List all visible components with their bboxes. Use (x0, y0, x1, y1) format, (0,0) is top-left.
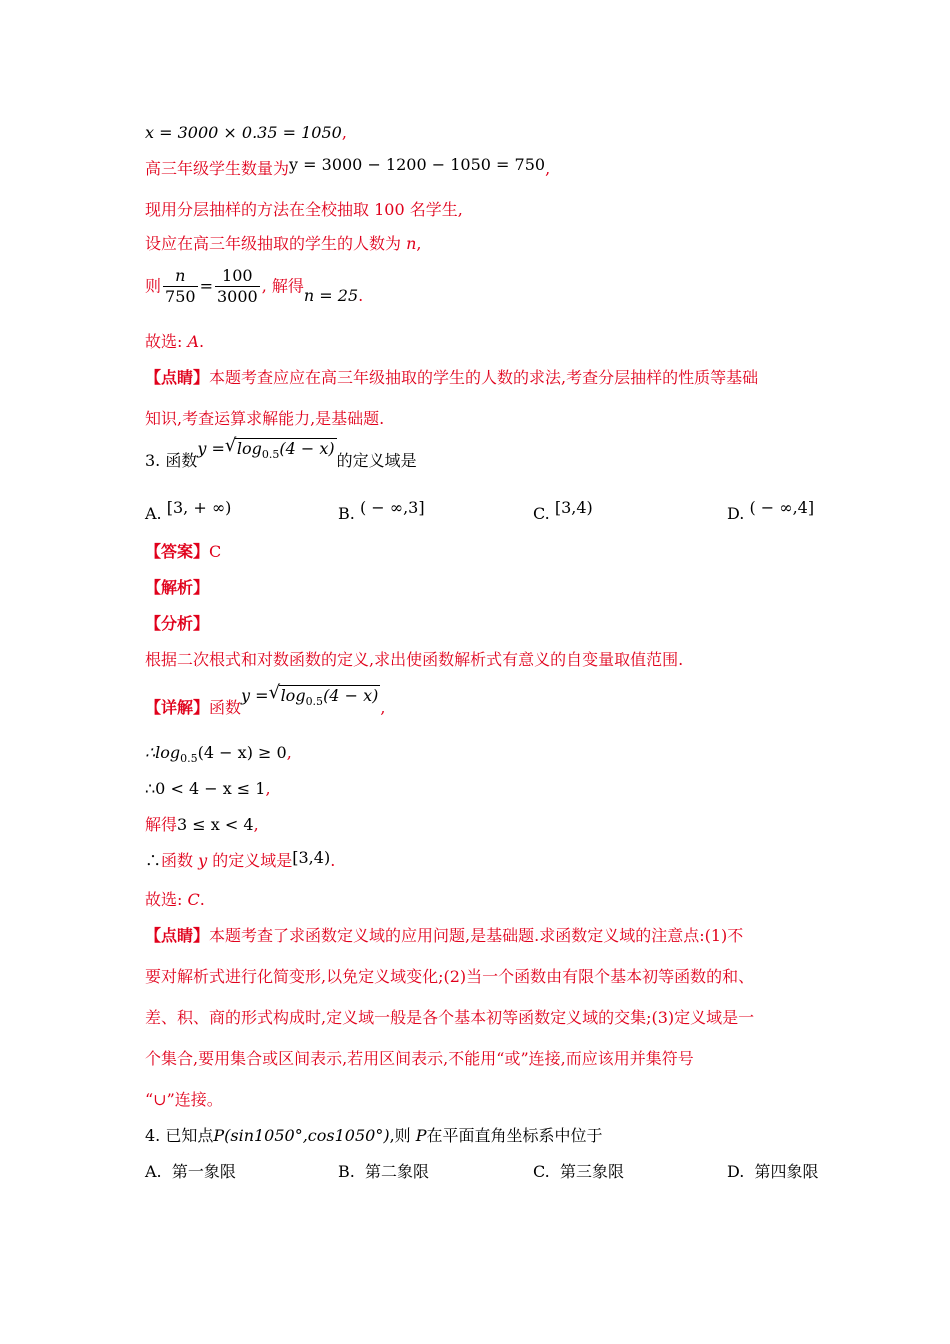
q3-fenxi-text: 根据二次根式和对数函数的定义,求出使函数解析式有意义的自变量取值范围. (145, 650, 684, 669)
q3-jiexi-heading: 【解析】 (145, 578, 210, 597)
solution-note-1: 【点睛】本题考查应应在高三年级抽取的学生的人数的求法,考查分层抽样的性质等基础 (145, 368, 759, 387)
solution-line-1: x = 3000 × 0.35 = 1050, (145, 123, 347, 142)
solution-line-4: 设应在高三年级抽取的学生的人数为 n, (145, 234, 422, 253)
q3-step-4: ∴函数 y 的定义域是[3,4). (145, 848, 336, 870)
solution-line-6: 故选: A. (145, 332, 205, 351)
sqrt-expression-detail: √ $\log_{0.5}(4 - x)$ (268, 682, 379, 709)
q3-note-1: 【点睛】本题考查了求函数定义域的应用问题,是基础题.求函数定义域的注意点:(1)不 (145, 926, 744, 945)
solution-note-2: 知识,考查运算求解能力,是基础题. (145, 409, 385, 428)
q3-detail: 【详解】函数y = √ $\log_{0.5}(4 - x)$, (145, 682, 386, 717)
q3-note-4: 个集合,要用集合或区间表示,若用区间表示,不能用“或”连接,而应该用并集符号 (145, 1049, 694, 1068)
q3-option-a[interactable]: A. [3, + ∞) (145, 498, 232, 523)
q4-option-d[interactable]: D. 第四象限 (727, 1162, 819, 1181)
question-4-stem: 4. 已知点P(sin1050°,cos1050°),则 P在平面直角坐标系中位于 (145, 1126, 603, 1145)
q3-choose: 故选: C. (145, 890, 205, 909)
math-x-equation: x = 3000 × 0.35 = 1050 (145, 123, 342, 142)
fraction-100-3000: $\frac{100}{3000}$ (216, 266, 258, 306)
fraction-n-750: $\frac{n}{750}$ (165, 266, 196, 306)
q3-note-3: 差、积、商的形式构成时,定义域一般是各个基本初等函数定义域的交集;(3)定义域是一 (145, 1008, 755, 1027)
q3-option-c[interactable]: C. [3,4) (533, 498, 593, 523)
q3-step-3: 解得3 ≤ x < 4, (145, 815, 259, 834)
math-n-result: n = 25 (303, 286, 359, 305)
solution-line-5: 则 $\frac{n}{750}$ = $\frac{100}{3000}$ , 解得n = 25. (145, 266, 364, 306)
solution-line-2: 高三年级学生数量为y = 3000 − 1200 − 1050 = 750, (145, 155, 551, 178)
question-3-stem: 3. 函数y = √ $\log_{0.5}(4 - x)$的定义域是 (145, 435, 417, 470)
q4-option-b[interactable]: B. 第二象限 (338, 1162, 430, 1181)
q3-option-d[interactable]: D. ( − ∞,4] (727, 498, 815, 523)
solution-line-3: 现用分层抽样的方法在全校抽取 100 名学生, (145, 200, 463, 219)
q3-option-b[interactable]: B. ( − ∞,3] (338, 498, 425, 523)
sqrt-expression: √ $\log_{0.5}(4 - x)$ (224, 435, 335, 462)
q3-fenxi-heading: 【分析】 (145, 614, 210, 633)
q3-note-2: 要对解析式进行化简变形,以免定义域变化;(2)当一个函数由有限个基本初等函数的和、 (145, 967, 755, 986)
q3-step-1: $\therefore\log_{0.5}(4 - x) \ge 0$, (145, 743, 292, 766)
q4-option-a[interactable]: A. 第一象限 (145, 1162, 236, 1181)
q4-option-c[interactable]: C. 第三象限 (533, 1162, 624, 1181)
q3-answer: 【答案】C (145, 542, 222, 561)
q3-note-5: “∪”连接。 (145, 1090, 223, 1109)
math-y-equation: y = 3000 − 1200 − 1050 = 750 (289, 155, 546, 174)
q3-step-2: ∴0 < 4 − x ≤ 1, (145, 779, 271, 798)
